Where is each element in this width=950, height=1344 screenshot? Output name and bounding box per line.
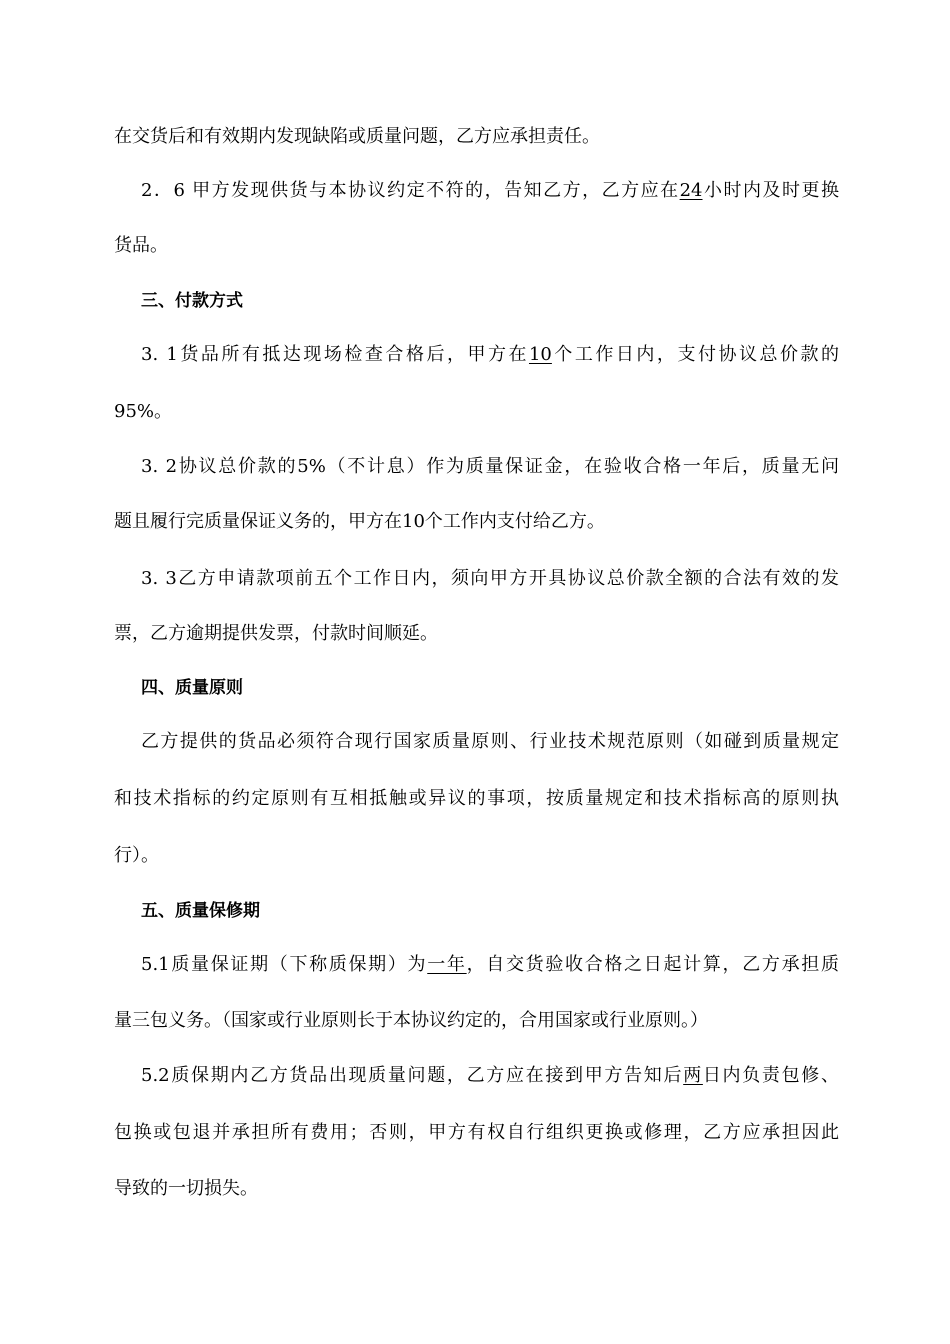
clause-text: 个工作日内，支付协议总价款的 (551, 344, 839, 365)
clause-text: 日内负责包修、 (702, 1065, 839, 1086)
paragraph-line: 在交货后和有效期内发现缺陷或质量问题，乙方应承担责任。 (114, 126, 600, 147)
paragraph-line: 行）。 (114, 845, 159, 866)
quality-paragraph-line: 乙方提供的货品必须符合现行国家质量原则、行业技术规范原则（如碰到质量规定 (141, 731, 839, 752)
underlined-value-period: 一年 (427, 954, 467, 975)
clause-5-2-line (141, 1063, 839, 1089)
clause-5-1-line (141, 952, 839, 978)
clause-2-6-line (141, 178, 839, 204)
paragraph-line: 票，乙方逾期提供发票，付款时间顺延。 (114, 623, 438, 644)
paragraph-line: 和技术指标的约定原则有互相抵触或异议的事项，按质量规定和技术指标高的原则执 (114, 788, 839, 809)
paragraph-line: 题且履行完质量保证义务的，甲方在10个工作内支付给乙方。 (114, 511, 605, 532)
clause-text: 5.1质量保证期（下称质保期）为 (141, 954, 428, 975)
underlined-value-days: 两 (683, 1065, 703, 1086)
clause-3-2-line: 3. 2协议总价款的5%（不计息）作为质量保证金，在验收合格一年后，质量无问 (141, 456, 839, 477)
underlined-value-hours: 24 (679, 180, 703, 201)
paragraph-line: 95%。 (114, 401, 173, 422)
clause-3-1-line (141, 342, 839, 368)
clause-text: 2．6 甲方发现供货与本协议约定不符的，告知乙方，乙方应在 (141, 180, 680, 201)
clause-text: ，自交货验收合格之日起计算，乙方承担质 (466, 954, 839, 975)
section-heading-payment: 三、付款方式 (141, 291, 243, 311)
section-heading-quality-standard: 四、质量原则 (141, 678, 243, 698)
paragraph-line: 包换或包退并承担所有费用；否则，甲方有权自行组织更换或修理，乙方应承担因此 (114, 1122, 839, 1143)
clause-text: 小时内及时更换 (702, 180, 840, 201)
section-heading-warranty: 五、质量保修期 (141, 901, 260, 921)
clause-3-3-line: 3. 3乙方申请款项前五个工作日内，须向甲方开具协议总价款全额的合法有效的发 (141, 568, 839, 589)
clause-text: 3. 1货品所有抵达现场检查合格后，甲方在 (141, 344, 529, 365)
paragraph-line: 量三包义务。（国家或行业原则长于本协议约定的，合用国家或行业原则。） (114, 1010, 708, 1031)
clause-text: 5.2质保期内乙方货品出现质量问题，乙方应在接到甲方告知后 (141, 1065, 684, 1086)
paragraph-line: 导致的一切损失。 (114, 1178, 258, 1199)
underlined-value-days: 10 (528, 344, 552, 365)
paragraph-line: 货品。 (114, 235, 168, 256)
